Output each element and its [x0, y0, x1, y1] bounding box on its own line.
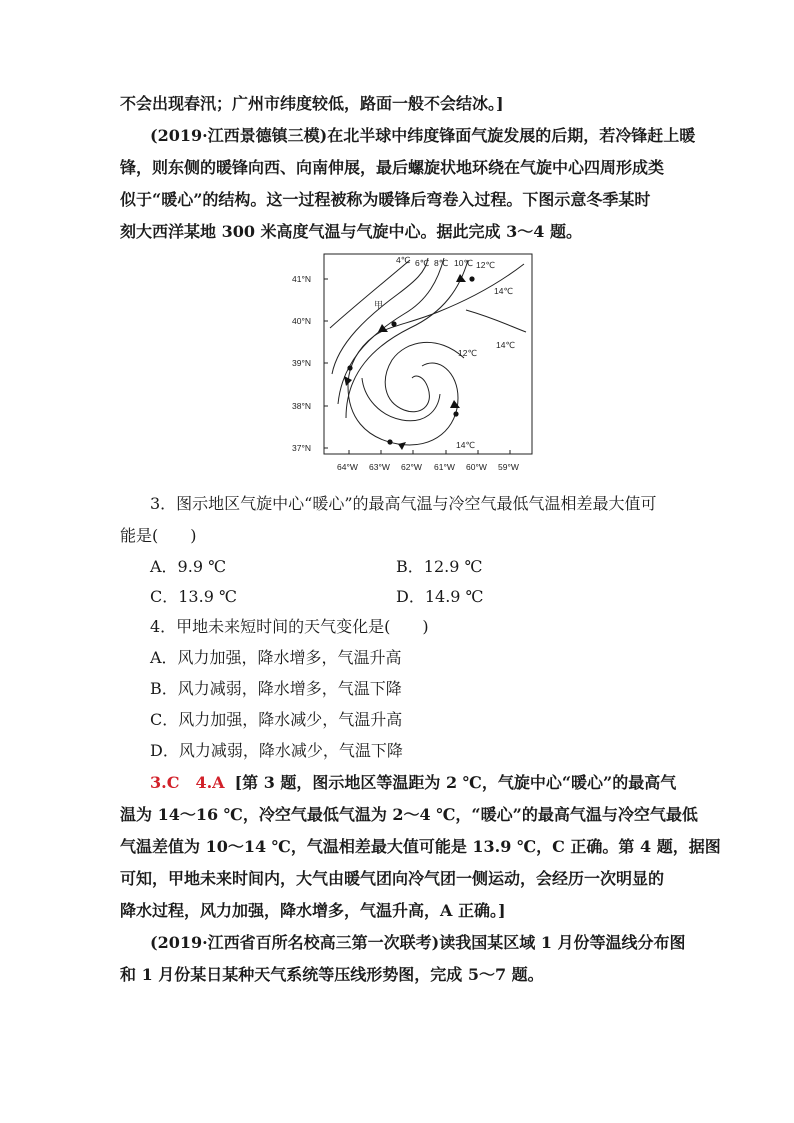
q3-option-b: B．12.9 ℃: [396, 557, 483, 576]
lat-label-39: 39°N: [292, 358, 311, 368]
next-intro-line-2: 和 1 月份某日某种天气系统等压线形势图，完成 5～7 题。: [120, 965, 544, 984]
lon-label-62: 62°W: [401, 462, 422, 472]
q3-stem-1: 3．图示地区气旋中心“暖心”的最高气温与冷空气最低气温相差最大值可: [150, 494, 657, 513]
next-intro-line-1: (2019·江西省百所名校高三第一次联考)读我国某区域 1 月份等温线分布图: [150, 933, 686, 952]
isotherm-14-east: [466, 310, 526, 332]
intro-line-3: 锋，则东侧的暖锋向西、向南伸展，最后螺旋状地环绕在气旋中心四周形成类: [120, 158, 665, 177]
q4-option-c: C．风力加强，降水减少，气温升高: [150, 710, 403, 729]
cold-front-triangle-4: [450, 400, 460, 408]
lon-label-59: 59°W: [498, 462, 519, 472]
warm-front-semicircle-4: [453, 411, 458, 416]
cold-front-triangle-1: [456, 274, 466, 282]
lon-label-63: 63°W: [369, 462, 390, 472]
intro-line-1: 不会出现春汛；广州市纬度较低，路面一般不会结冰。]: [120, 94, 504, 113]
isotherm-8: [338, 258, 444, 404]
isotherm-12-inner: [385, 342, 464, 411]
q3-stem-2: 能是( ): [120, 526, 197, 545]
warm-front-semicircle-5: [387, 439, 392, 444]
front-symbols: [344, 274, 478, 450]
cold-front-triangle-5: [398, 442, 406, 450]
q4-stem: 4．甲地未来短时间的天气变化是( ): [150, 617, 429, 636]
iso-label-6: 6℃: [415, 258, 430, 268]
iso-label-14c: 14℃: [456, 440, 476, 450]
q4-option-b: B．风力减弱，降水增多，气温下降: [150, 679, 402, 698]
answer-line-5: 降水过程，风力加强，降水增多，气温升高，A 正确。]: [120, 901, 506, 920]
warm-front-semicircle-2: [391, 321, 396, 326]
iso-label-4: 4℃: [396, 255, 411, 265]
isotherm-map-svg: [288, 248, 540, 480]
warm-front-semicircle-3: [347, 365, 352, 370]
lon-label-60: 60°W: [466, 462, 487, 472]
isotherm-6: [332, 258, 428, 374]
map-frame: [324, 254, 532, 454]
intro-line-4: 似于“暖心”的结构。这一过程被称为暖锋后弯卷入过程。下图示意冬季某时: [120, 190, 651, 209]
answer-line-1: [150, 773, 676, 793]
isotherm-10: [346, 260, 468, 418]
intro-line-5: 刻大西洋某地 300 米高度气温与气旋中心。据此完成 3～4 题。: [120, 222, 582, 241]
place-label-jia: 甲: [374, 300, 384, 310]
iso-label-14b: 14℃: [496, 340, 516, 350]
answer-key: 3.C 4.A: [150, 773, 225, 792]
answer-line-4: 可知，甲地未来时间内，大气由暖气团向冷气团一侧运动，会经历一次明显的: [120, 869, 665, 888]
q3-option-c: C．13.9 ℃: [150, 587, 237, 606]
lon-label-64: 64°W: [337, 462, 358, 472]
isotherm-14-inner: [362, 378, 440, 421]
warm-front-semicircle-1: [469, 276, 474, 281]
q3-option-a: A．9.9 ℃: [150, 557, 226, 576]
answer-line-3: 气温差值为 10～14 ℃，气温相差最大值可能是 13.9 ℃，C 正确。第 4 题，据图: [120, 837, 721, 856]
q4-option-a: A．风力加强，降水增多，气温升高: [150, 648, 402, 667]
lat-label-37: 37°N: [292, 443, 311, 453]
intro-line-2: (2019·江西景德镇三模)在北半球中纬度锋面气旋发展的后期，若冷锋赶上暖: [150, 126, 696, 145]
iso-label-8: 8℃: [434, 258, 449, 268]
iso-label-14a: 14℃: [494, 286, 514, 296]
q3-option-d: D．14.9 ℃: [396, 587, 484, 606]
lon-label-61: 61°W: [434, 462, 455, 472]
lat-label-40: 40°N: [292, 316, 311, 326]
lat-label-41: 41°N: [292, 274, 311, 284]
lat-label-38: 38°N: [292, 401, 311, 411]
answer-text-1: [第 3 题，图示地区等温距为 2 ℃，气旋中心“暖心”的最高气: [234, 773, 677, 792]
q4-option-d: D．风力减弱，降水减少，气温下降: [150, 741, 403, 760]
iso-label-12a: 12℃: [476, 260, 496, 270]
isotherm-figure: [288, 248, 540, 480]
answer-line-2: 温为 14～16 ℃，冷空气最低气温为 2～4 ℃，“暖心”的最高气温与冷空气最低: [120, 805, 698, 824]
iso-label-10: 10℃: [454, 258, 474, 268]
iso-label-12b: 12℃: [458, 348, 478, 358]
